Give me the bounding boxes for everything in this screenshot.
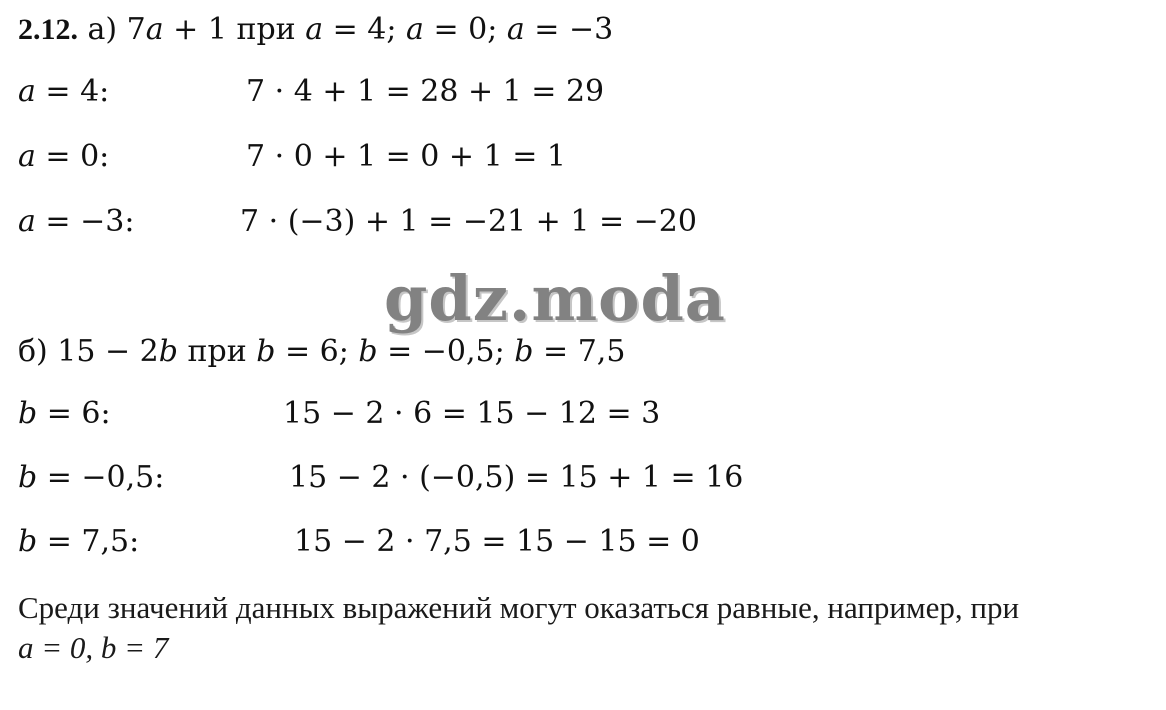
row-calc: 7 · (−3) + 1 = −21 + 1 = −20 xyxy=(240,204,697,239)
watermark: gdz.moda xyxy=(384,262,726,335)
row-calc: 7 · 0 + 1 = 0 + 1 = 1 xyxy=(246,139,566,174)
row-calc: 15 − 2 · 6 = 15 − 12 = 3 xyxy=(283,396,661,431)
task-number: 2.12. xyxy=(18,13,78,46)
task-header-a xyxy=(18,12,613,48)
row-calc: 15 − 2 · 7,5 = 15 − 15 = 0 xyxy=(294,524,700,559)
row-label: 𝑎 = 0: xyxy=(18,139,110,174)
row-calc: 15 − 2 · (−0,5) = 15 + 1 = 16 xyxy=(289,460,744,495)
conclusion-line-1: Среди значений данных выражений могут оказаться равные, например, при xyxy=(18,590,1020,625)
row-label: 𝑏 = −0,5: xyxy=(18,460,165,495)
row-label: 𝑏 = 6: xyxy=(18,396,111,431)
row-label: 𝑎 = 4: xyxy=(18,74,110,109)
row-calc: 7 · 4 + 1 = 28 + 1 = 29 xyxy=(246,74,605,109)
part-a-header: а) 7𝑎 + 1 при 𝑎 = 4; 𝑎 = 0; 𝑎 = −3 xyxy=(87,12,614,47)
part-b-header: б) 15 − 2𝑏 при 𝑏 = 6; 𝑏 = −0,5; 𝑏 = 7,5 xyxy=(18,334,626,369)
row-label: 𝑎 = −3: xyxy=(18,204,135,239)
row-label: 𝑏 = 7,5: xyxy=(18,524,140,559)
conclusion-line-2: a = 0, b = 7 xyxy=(18,630,169,665)
